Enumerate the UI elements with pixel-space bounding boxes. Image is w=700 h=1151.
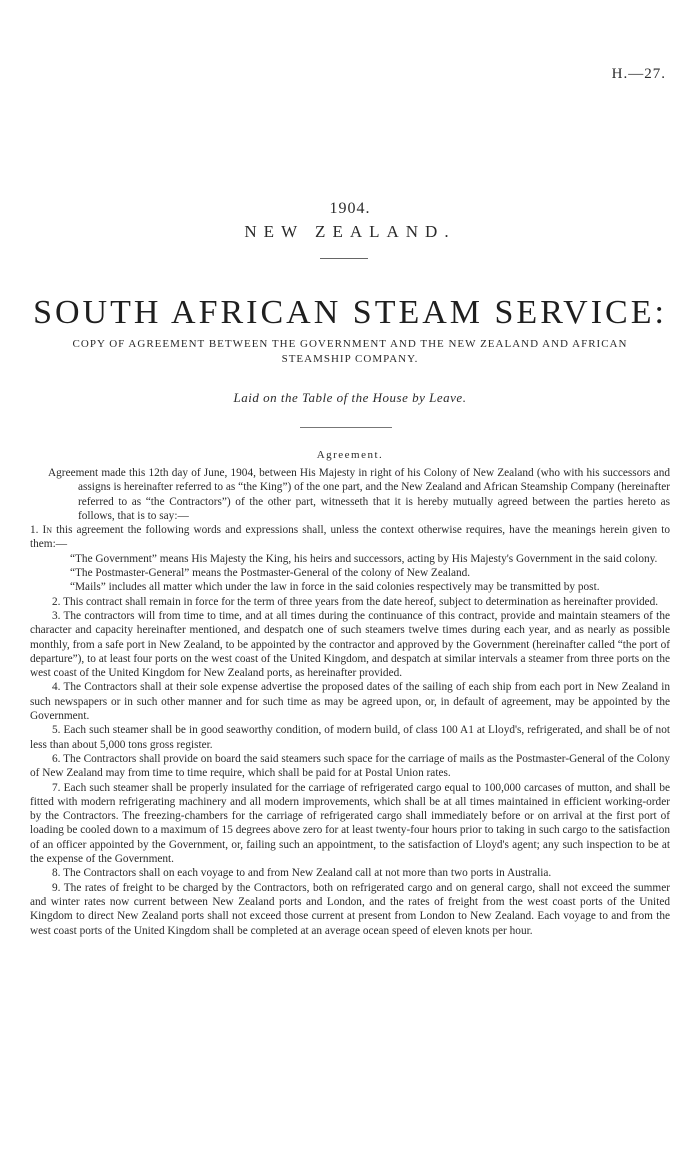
clause-8: 8. The Contractors shall on each voyage to and from New Zealand call at not more than two ports in Australia. — [52, 867, 552, 880]
page-reference: H.—27. — [611, 66, 666, 82]
document-year: 1904. — [329, 200, 371, 217]
definition-postmaster: “The Postmaster-General” means the Postmaster-General of the colony of New Zealand. — [70, 567, 471, 580]
country-heading: NEW ZEALAND. — [244, 222, 456, 241]
clause-9: 9. The rates of freight to be charged by the Contractors, both on refrigerated cargo and on general cargo, shall not exceed the summer and winter rates now current between New Zealand ports and London, and the rates of freight from the west coast ports of the United Kingdom to direct New Zealand ports shall not exceed those current at present from London to New Zealand. Each voyage to and from the west coast ports of the United Kingdom shall be completed at an average ocean speed of eleven knots per hour. — [30, 881, 670, 937]
document-subtitle: COPY OF AGREEMENT BETWEEN THE GOVERNMENT AND THE NEW ZEALAND AND AFRICAN STEAMSHIP COMPANY. — [72, 338, 628, 365]
middle-divider — [300, 427, 392, 428]
clause-1 — [30, 523, 670, 552]
definition-mails: “Mails” includes all matter which under the law in force in the said colonies respectively may be transmitted by post. — [70, 581, 600, 594]
clause-3: 3. The contractors will from time to time, and at all times during the continuance of this contract, provide and maintain steamers of the character and capacity hereinafter mentioned, and despatch one of such steamers twelve times during each year, and as nearly as possible monthly, from a safe port in New Zealand, to be appointed by the contractor and approved by the Government (hereinafter called “the port of departure”), to at least four ports on the west coast of the United Kingdom, and despatch at similar intervals a steamer from three ports on the west coast of the United Kingdom for New Zealand ports, as hereinafter provided. — [30, 609, 670, 680]
clause-7: 7. Each such steamer shall be properly insulated for the carriage of refrigerated cargo equal to 100,000 carcases of mutton, and shall be fitted with modern refrigerating machinery and all modern improvements, which shall be at all times maintained in efficient working-order by the Contractors. The freezing-chambers for the carriage of refrigerated cargo shall immediately before or on arrival at the first port of loading be cooled down to a maximum of 15 degrees above zero for at least twenty-four hours prior to taking in such cargo to the satisfaction of an officer appointed by the Government, or, failing such an appointment, to the satisfaction of Lloyd's agent; any such inspection to be at the expense of the Government. — [30, 781, 670, 866]
clause-2: 2. This contract shall remain in force for the term of three years from the date hereof, subject to determination as hereinafter provided. — [52, 595, 659, 608]
clause-1-lead: 1. In — [30, 524, 53, 537]
short-divider — [320, 258, 368, 259]
agreement-body — [30, 466, 670, 938]
laid-on-table-note: Laid on the Table of the House by Leave. — [233, 390, 467, 405]
clause-6: 6. The Contractors shall provide on board the said steamers such space for the carriage of mails as the Postmaster-General of the Colony of New Zealand may from time to time require, which shall be paid for at Postal Union rates. — [30, 752, 670, 780]
agreement-heading: Agreement. — [316, 449, 384, 461]
clause-4: 4. The Contractors shall at their sole expense advertise the proposed dates of the sailing of each ship from each port in New Zealand in such newspapers or in such other manner and for such time as may be agreed upon, or, in default of agreement, may be appointed by the Government. — [30, 681, 670, 723]
definition-government: “The Government” means His Majesty the King, his heirs and successors, acting by His Majesty's Government in the said colony. — [70, 552, 658, 565]
clause-1-text: this agreement the following words and expressions shall, unless the context otherwise requires, have the meanings herein given to them:— — [30, 524, 670, 551]
main-title: SOUTH AFRICAN STEAM SERVICE: — [33, 294, 667, 331]
agreement-preamble: Agreement made this 12th day of June, 1904, between His Majesty in right of his Colony of New Zealand (who with his successors and assigns is hereinafter referred to as “the King”) of the one part, and the New Zealand and African Steamship Company (hereinafter referred to as “the Contractors”) of the other part, witnesseth that it is hereby mutually agreed between the parties hereto as follows, that is to say:— — [48, 467, 670, 522]
clause-5: 5. Each such steamer shall be in good seaworthy condition, of modern build, of class 100 A1 at Lloyd's, refrigerated, and shall be of not less than about 5,000 tons gross register. — [30, 724, 670, 751]
